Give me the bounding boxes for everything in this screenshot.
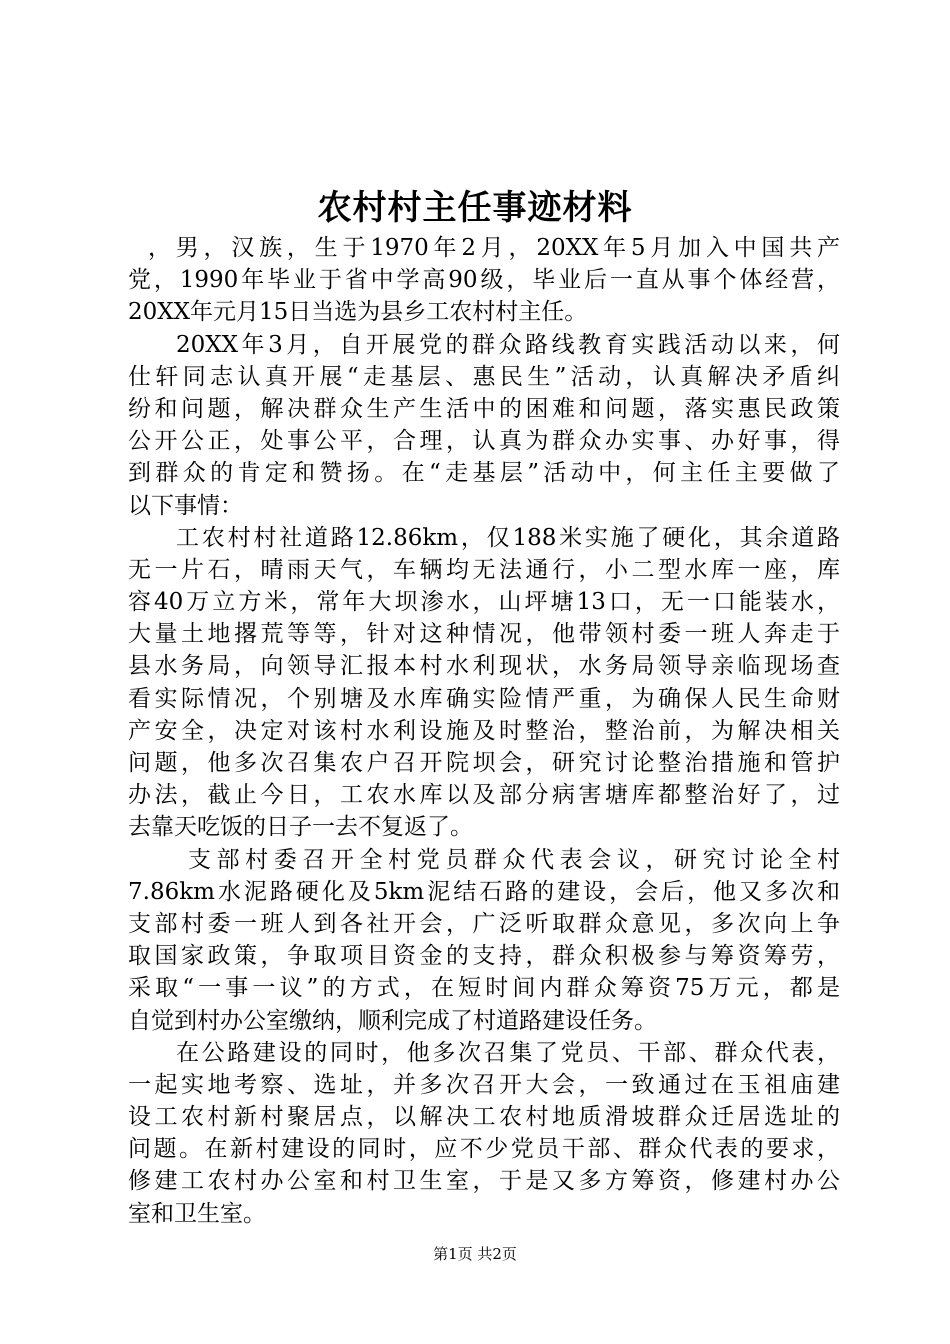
body-text-line: 大量土地撂荒等等，针对这种情况，他带领村委一班人奔走于 bbox=[128, 621, 840, 648]
body-text-line: 室和卫生室。 bbox=[128, 1200, 266, 1227]
body-text-line: 问题，他多次召集农户召开院坝会，研究讨论整治措施和管护 bbox=[128, 750, 840, 776]
body-text-line: 仕轩同志认真开展“走基层、惠民生”活动，认真解决矛盾纠 bbox=[128, 363, 840, 390]
body-text-line: 纷和问题，解决群众生产生活中的困难和问题，落实惠民政策 bbox=[128, 395, 840, 422]
body-text-line: 7.86km水泥路硬化及5km泥结石路的建设，会后，他又多次和 bbox=[128, 878, 840, 905]
body-text-line: 公开公正，处事公平，合理，认真为群众办实事、办好事，得 bbox=[128, 428, 840, 455]
body-text-line: 设工农村新村聚居点，以解决工农村地质滑坡群众迁居选址的 bbox=[128, 1104, 840, 1131]
body-text-line: 以下事情： bbox=[128, 492, 243, 519]
body-text-line: 20XX年元月15日当选为县乡工农村村主任。 bbox=[128, 299, 588, 326]
body-text-line: 县水务局，向领导汇报本村水利现状，水务局领导亲临现场查 bbox=[128, 653, 840, 680]
body-text-line: 20XX年3月，自开展党的群众路线教育实践活动以来，何 bbox=[176, 331, 840, 358]
document-body bbox=[128, 232, 840, 1230]
body-text-line: 一起实地考察、选址，并多次召开大会，一致通过在玉祖庙建 bbox=[128, 1071, 840, 1098]
body-text-line: ，男，汉族，生于1970年2月，20XX年5月加入中国共产 bbox=[148, 235, 840, 261]
body-text-line: 看实际情况，个别塘及水库确实险情严重，为确保人民生命财 bbox=[128, 685, 840, 712]
body-text-line: 支部村委一班人到各社开会，广泛听取群众意见，多次向上争 bbox=[128, 910, 840, 937]
page-footer: 第1页 共2页 bbox=[433, 1245, 517, 1263]
body-text-line: 到群众的肯定和赞扬。在“走基层”活动中，何主任主要做了 bbox=[128, 460, 840, 487]
body-text-line: 采取“一事一议”的方式，在短时间内群众筹资75万元，都是 bbox=[128, 975, 840, 1002]
body-text-line: 无一片石，晴雨天气，车辆均无法通行，小二型水库一座，库 bbox=[128, 556, 840, 583]
body-text-line: 产安全，决定对该村水利设施及时整治，整治前，为解决相关 bbox=[128, 717, 840, 744]
body-text-line: 容40万立方米，常年大坝渗水，山坪塘13口，无一口能装水， bbox=[128, 589, 840, 616]
document-title: 农村村主任事迹材料 bbox=[317, 188, 633, 228]
body-text-line: 去靠天吃饭的日子一去不复返了。 bbox=[128, 814, 473, 841]
body-text-line: 工农村村社道路12.86km，仅188米实施了硬化，其余道路 bbox=[176, 524, 840, 551]
body-text-line: 在公路建设的同时，他多次召集了党员、干部、群众代表， bbox=[176, 1039, 840, 1066]
body-text-line: 办法，截止今日，工农水库以及部分病害塘库都整治好了，过 bbox=[128, 782, 840, 809]
body-text-line: 党，1990年毕业于省中学高90级，毕业后一直从事个体经营， bbox=[128, 267, 840, 294]
body-text-line: 修建工农村办公室和村卫生室，于是又多方筹资，修建村办公 bbox=[128, 1168, 840, 1195]
body-text-line: 支部村委召开全村党员群众代表会议，研究讨论全村 bbox=[188, 846, 840, 873]
body-text-line: 取国家政策，争取项目资金的支持，群众积极参与筹资筹劳， bbox=[128, 943, 840, 970]
body-text-line: 问题。在新村建设的同时，应不少党员干部、群众代表的要求， bbox=[128, 1136, 840, 1163]
body-text-line: 自觉到村办公室缴纳，顺利完成了村道路建设任务。 bbox=[128, 1007, 657, 1034]
